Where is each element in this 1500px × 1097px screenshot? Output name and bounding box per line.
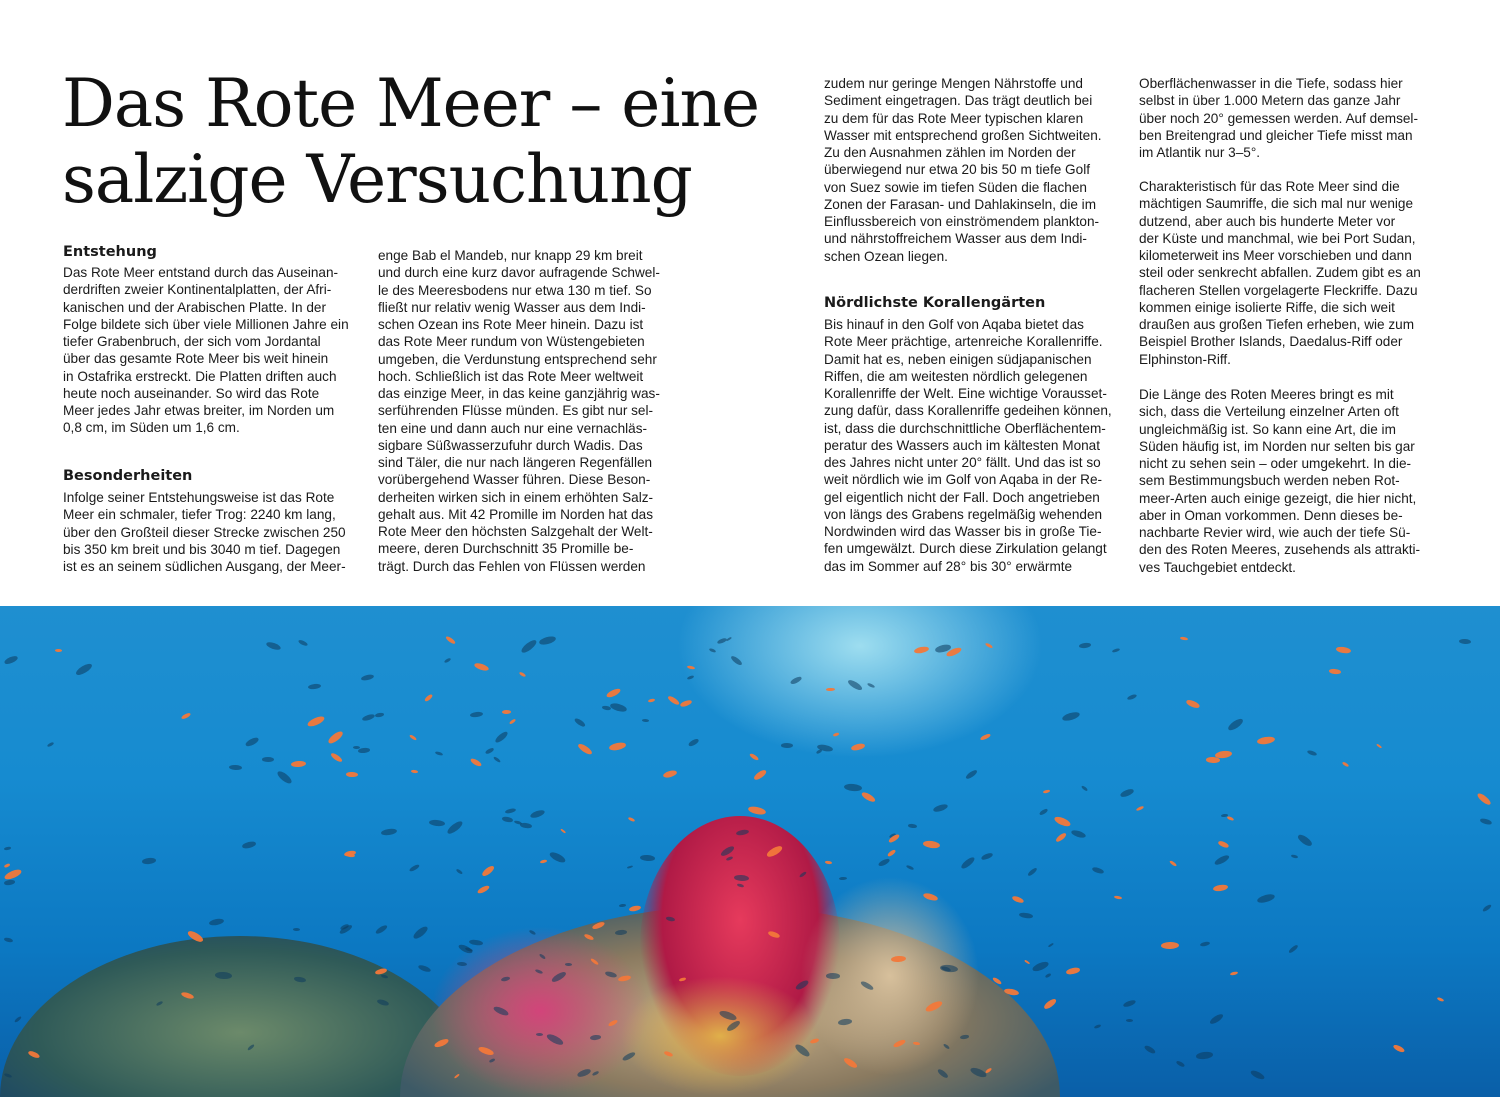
fish-icon bbox=[181, 712, 192, 720]
fish-icon bbox=[1226, 717, 1244, 732]
text-line: schen Ozean liegen. bbox=[824, 248, 948, 264]
fish-icon bbox=[4, 847, 11, 851]
fish-icon bbox=[418, 964, 432, 973]
fish-icon bbox=[1392, 1044, 1404, 1053]
fish-icon bbox=[229, 764, 242, 770]
fish-icon bbox=[1081, 785, 1089, 792]
fish-icon bbox=[1218, 840, 1230, 849]
fish-icon bbox=[1256, 735, 1274, 745]
fish-icon bbox=[326, 730, 343, 746]
fish-icon bbox=[470, 758, 483, 768]
fish-icon bbox=[825, 860, 832, 864]
fish-icon bbox=[1297, 833, 1314, 848]
heading-entstehung: Entstehung bbox=[63, 244, 157, 260]
fish-icon bbox=[445, 635, 456, 645]
fish-icon bbox=[663, 769, 679, 779]
fish-icon bbox=[860, 791, 876, 803]
text-line: des Jahres nicht unter 20° fällt. Und das ist so bbox=[824, 455, 1101, 470]
fish-icon bbox=[361, 674, 375, 682]
fish-icon bbox=[520, 638, 538, 654]
fish-icon bbox=[1094, 1024, 1101, 1029]
fish-icon bbox=[474, 661, 491, 672]
fish-icon bbox=[262, 757, 274, 762]
fish-icon bbox=[1288, 944, 1299, 954]
text-line: vorübergehend Wasser führen. Diese Beson- bbox=[378, 472, 651, 488]
fish-icon bbox=[411, 769, 418, 773]
fish-icon bbox=[577, 742, 593, 756]
fish-icon bbox=[608, 742, 626, 752]
fish-icon bbox=[1195, 1051, 1212, 1060]
text-line: Zonen der Farasan- und Dahlakinseln, die im bbox=[824, 196, 1097, 212]
text-line: nachbarte Revier wird, wie auch der tiefe Sü- bbox=[1139, 525, 1411, 540]
text-line: im Atlantik nur 3–5°. bbox=[1139, 145, 1261, 160]
fish-icon bbox=[1342, 762, 1350, 768]
text-line: Korallenriffe der Welt. Eine wichtige Vorausset- bbox=[824, 386, 1107, 401]
text-line: und durch eine kurz davor aufragende Schwel- bbox=[378, 265, 660, 281]
text-line: derdriften zweier Kontinentalplatten, der Afri- bbox=[63, 282, 332, 298]
fish-icon bbox=[509, 718, 517, 725]
paragraph-besonderheiten-cont2 bbox=[824, 75, 1124, 265]
text-line: Damit hat es, neben einigen südjapanischen bbox=[824, 351, 1092, 367]
fish-icon bbox=[435, 750, 443, 755]
fish-icon bbox=[1066, 967, 1081, 976]
fish-icon bbox=[293, 928, 300, 931]
text-line: ben Breitengrad und gleicher Tiefe misst man bbox=[1139, 127, 1413, 143]
text-line: sigbare Süßwasserzufuhr durch Wadis. Das bbox=[378, 437, 643, 453]
fish-icon bbox=[629, 905, 642, 912]
fish-icon bbox=[4, 863, 11, 868]
coral-reef-photo bbox=[0, 606, 1500, 1097]
fish-icon bbox=[826, 972, 840, 978]
fish-icon bbox=[424, 694, 433, 702]
fish-icon bbox=[4, 879, 16, 885]
fish-icon bbox=[1459, 639, 1471, 645]
text-line: fen umgewälzt. Durch diese Zirkulation gelangt bbox=[824, 541, 1107, 557]
text-line: bis 350 km breit und bis 3040 m tief. Dagegen bbox=[63, 541, 341, 557]
text-line: derheiten wirken sich in einem erhöhten Salz- bbox=[378, 489, 654, 505]
fish-icon bbox=[470, 711, 484, 718]
fish-icon bbox=[959, 856, 975, 871]
text-line: selbst in über 1.000 Metern das ganze Jahr bbox=[1139, 93, 1401, 109]
fish-icon bbox=[1027, 867, 1038, 877]
fish-icon bbox=[1200, 941, 1211, 947]
page-title bbox=[62, 66, 759, 218]
text-line: hoch. Schließlich ist das Rote Meer weltweit bbox=[378, 368, 644, 384]
heading-besonderheiten: Besonderheiten bbox=[63, 468, 193, 484]
fish-icon bbox=[730, 655, 743, 667]
fish-icon bbox=[680, 700, 693, 708]
fish-icon bbox=[619, 904, 627, 908]
fish-icon bbox=[908, 823, 917, 828]
fish-icon bbox=[529, 809, 545, 820]
fish-icon bbox=[1111, 648, 1119, 653]
fish-icon bbox=[1230, 971, 1238, 976]
fish-icon bbox=[362, 714, 376, 723]
fish-icon bbox=[245, 737, 260, 748]
paragraph-besonderheiten bbox=[63, 489, 363, 575]
fish-icon bbox=[923, 840, 941, 849]
fish-icon bbox=[501, 816, 513, 823]
text-line: das Rote Meer rundum von Wüstengebieten bbox=[378, 334, 645, 350]
fish-icon bbox=[1126, 1019, 1134, 1022]
text-line: Zu den Ausnahmen zählen im Norden der bbox=[824, 145, 1076, 160]
fish-icon bbox=[1054, 815, 1072, 828]
text-line: meere, deren Durchschnitt 35 Promille be- bbox=[378, 541, 634, 557]
fish-icon bbox=[242, 840, 257, 849]
fish-icon bbox=[1079, 642, 1091, 648]
text-line: von Suez sowie im tiefen Süden die flachen bbox=[824, 179, 1087, 195]
text-line: Süden häufig ist, im Norden nur selten bis gar bbox=[1139, 438, 1415, 454]
fish-icon bbox=[877, 857, 890, 867]
fish-icon bbox=[346, 772, 358, 777]
fish-icon bbox=[215, 971, 232, 979]
text-line: Sediment eingetragen. Das trägt deutlich bei bbox=[824, 93, 1093, 109]
fish-icon bbox=[647, 698, 655, 702]
text-line: Das Rote Meer entstand durch das Auseinan- bbox=[63, 265, 339, 280]
text-line: sind Täler, die nur nach längeren Regenfällen bbox=[378, 455, 653, 470]
text-line: ten eine und dann auch nur eine vernachläs- bbox=[378, 420, 648, 436]
fish-icon bbox=[1336, 646, 1351, 654]
fish-icon bbox=[504, 808, 515, 815]
fish-icon bbox=[749, 753, 760, 762]
text-line: das einzige Meer, in das keine ganzjährig was- bbox=[378, 386, 660, 401]
fish-icon bbox=[574, 717, 586, 727]
fish-icon bbox=[1213, 884, 1228, 892]
fish-icon bbox=[1043, 789, 1051, 793]
fish-icon bbox=[686, 665, 694, 670]
fish-icon bbox=[717, 638, 727, 645]
fish-icon bbox=[1215, 750, 1233, 759]
fish-icon bbox=[381, 828, 397, 836]
fish-icon bbox=[494, 730, 510, 745]
fish-icon bbox=[1019, 912, 1033, 919]
text-line: nicht zu sehen sein – oder umgekehrt. In die- bbox=[1139, 456, 1412, 471]
text-line: Die Länge des Roten Meeres bringt es mit bbox=[1139, 387, 1394, 402]
text-line: fließt nur relativ wenig Wasser aus dem Indi- bbox=[378, 299, 646, 315]
fish-icon bbox=[549, 851, 568, 865]
text-line: Einflussbereich von einströmendem plankton- bbox=[824, 214, 1100, 229]
fish-icon bbox=[477, 884, 491, 895]
paragraph-korallengaerten bbox=[824, 316, 1124, 575]
paragraph-besonderheiten-cont bbox=[378, 247, 678, 575]
fish-icon bbox=[47, 742, 55, 748]
fish-icon bbox=[1436, 997, 1444, 1002]
fish-icon bbox=[514, 820, 522, 825]
fish-icon bbox=[1042, 998, 1056, 1011]
fish-icon bbox=[538, 635, 556, 646]
fish-icon bbox=[444, 657, 451, 663]
fish-icon bbox=[886, 848, 896, 857]
fish-icon bbox=[1220, 813, 1227, 817]
text-line: das im Sommer auf 28° bis 30° erwärmte bbox=[824, 558, 1073, 574]
text-line: der Küste und manchmal, wie bei Port Sudan, bbox=[1139, 230, 1416, 246]
fish-icon bbox=[375, 712, 385, 717]
text-line: aber in Oman vorkommen. Denn dieses be- bbox=[1139, 507, 1403, 523]
fish-icon bbox=[358, 748, 370, 754]
text-line: serführenden Flüsse münden. Es gibt nur sel- bbox=[378, 403, 654, 419]
fish-icon bbox=[605, 687, 621, 699]
fish-icon bbox=[1024, 960, 1030, 965]
text-line: tiefer Grabenbruch, der sich vom Jordantal bbox=[63, 334, 321, 349]
text-line: und nährstoffreichem Wasser aus dem Indi- bbox=[824, 231, 1087, 247]
fish-icon bbox=[1092, 866, 1105, 875]
text-line: Meer ein schmaler, tiefer Trog: 2240 km lang, bbox=[63, 507, 336, 523]
fish-icon bbox=[752, 768, 767, 781]
fish-icon bbox=[1114, 895, 1122, 900]
fish-icon bbox=[519, 671, 527, 677]
fish-icon bbox=[709, 648, 717, 654]
text-line: Meer jedes Jahr etwas breiter, im Norden um bbox=[63, 403, 335, 418]
fish-icon bbox=[933, 802, 949, 813]
fish-icon bbox=[1061, 711, 1080, 723]
fish-icon bbox=[748, 805, 767, 816]
text-line: Elphinston-Riff. bbox=[1139, 351, 1231, 367]
fish-icon bbox=[985, 642, 993, 648]
text-line: Infolge seiner Entstehungsweise ist das Rote bbox=[63, 490, 335, 505]
fish-icon bbox=[1209, 1012, 1225, 1025]
fish-icon bbox=[1045, 972, 1052, 977]
text-line: ungleichmäßig ist. So kann eine Art, die im bbox=[1139, 421, 1396, 437]
text-line: umgeben, die Verdunstung entsprechend sehr bbox=[378, 351, 657, 367]
fish-icon bbox=[1227, 816, 1234, 821]
fish-icon bbox=[408, 864, 420, 873]
fish-icon bbox=[1176, 1060, 1186, 1068]
fish-icon bbox=[981, 852, 993, 861]
title-line: Das Rote Meer – eine bbox=[62, 65, 760, 142]
fish-icon bbox=[789, 676, 801, 685]
fish-icon bbox=[265, 641, 281, 651]
fish-icon bbox=[642, 719, 650, 722]
fish-icon bbox=[1291, 855, 1299, 860]
fish-icon bbox=[330, 751, 344, 763]
text-line: Rote Meer den höchsten Salzgehalt der Welt- bbox=[378, 524, 653, 539]
text-line: gehalt aus. Mit 42 Promille im Norden hat das bbox=[378, 506, 654, 522]
fish-icon bbox=[867, 683, 876, 690]
text-line: in Ostafrika erstreckt. Die Platten driften auch bbox=[63, 368, 337, 384]
fish-icon bbox=[1180, 637, 1188, 641]
fish-icon bbox=[14, 1016, 22, 1023]
fish-icon bbox=[1169, 860, 1178, 867]
text-line: draußen aus großen Tiefen erheben, wie zum bbox=[1139, 317, 1415, 332]
fish-icon bbox=[1031, 960, 1049, 973]
fish-icon bbox=[1126, 693, 1137, 701]
text-line: dutzend, aber auch bis hunderte Meter vor bbox=[1139, 213, 1396, 229]
fish-icon bbox=[4, 937, 14, 943]
fish-icon bbox=[375, 924, 389, 935]
fish-icon bbox=[55, 649, 62, 652]
coral-yellow bbox=[620, 976, 820, 1096]
text-line: Oberflächenwasser in die Tiefe, sodass hier bbox=[1139, 76, 1403, 91]
fish-icon bbox=[844, 783, 862, 792]
heading-korallengaerten: Nördlichste Korallengärten bbox=[824, 295, 1046, 311]
text-line: trägt. Durch das Fehlen von Flüssen werden bbox=[378, 558, 646, 574]
fish-icon bbox=[590, 1034, 602, 1040]
fish-icon bbox=[306, 714, 325, 728]
fish-icon bbox=[485, 747, 494, 754]
fish-icon bbox=[1122, 999, 1136, 1008]
fish-icon bbox=[456, 869, 463, 875]
text-line: heute noch auseinander. So wird das Rote bbox=[63, 385, 320, 401]
text-line: schen Ozean ins Rote Meer hinein. Dazu ist bbox=[378, 317, 644, 332]
fish-icon bbox=[686, 675, 694, 680]
fish-icon bbox=[626, 865, 633, 869]
fish-icon bbox=[1186, 699, 1201, 710]
text-line: zudem nur geringe Mengen Nährstoffe und bbox=[824, 76, 1083, 91]
fish-icon bbox=[628, 816, 636, 822]
fish-icon bbox=[1135, 805, 1143, 811]
fish-icon bbox=[1012, 895, 1025, 904]
fish-icon bbox=[492, 756, 500, 763]
fish-icon bbox=[1249, 1068, 1266, 1080]
fish-icon bbox=[1482, 904, 1493, 913]
fish-icon bbox=[1071, 829, 1087, 839]
text-line: Charakteristisch für das Rote Meer sind die bbox=[1139, 179, 1400, 194]
paragraph-entstehung bbox=[63, 264, 363, 437]
fish-icon bbox=[609, 702, 627, 713]
text-line: überwiegend nur etwa 20 bis 50 m tiefe Golf bbox=[824, 162, 1090, 178]
text-line: über noch 20° gemessen werden. Auf demsel- bbox=[1139, 110, 1418, 126]
fish-icon bbox=[781, 743, 793, 748]
text-line: Nordwinden wird das Wasser bis in große Tie- bbox=[824, 524, 1102, 539]
fish-icon bbox=[1307, 749, 1318, 756]
text-line: zu dem für das Rote Meer typischen klaren bbox=[824, 110, 1084, 126]
fish-icon bbox=[979, 733, 991, 742]
fish-icon bbox=[1476, 792, 1492, 807]
text-line: Riffen, die am weitesten nördlich gelegenen bbox=[824, 368, 1088, 384]
fish-icon bbox=[1480, 817, 1492, 825]
text-line: sich, dass die Verteilung einzelner Arten oft bbox=[1139, 404, 1399, 420]
fish-icon bbox=[687, 738, 699, 748]
fish-icon bbox=[666, 695, 680, 707]
text-line: über den Großteil dieser Strecke zwischen 250 bbox=[63, 524, 346, 540]
fish-icon bbox=[408, 734, 416, 741]
fish-icon bbox=[481, 864, 496, 877]
fish-icon bbox=[1214, 853, 1231, 866]
fish-icon bbox=[560, 828, 566, 834]
paragraph-saumriffe bbox=[1139, 178, 1439, 368]
text-line: kommen einige isolierte Riffe, die sich weit bbox=[1139, 299, 1395, 315]
text-line: ves Tauchgebiet entdeckt. bbox=[1139, 559, 1296, 575]
fish-icon bbox=[536, 1032, 544, 1035]
fish-icon bbox=[602, 705, 612, 710]
fish-icon bbox=[1055, 831, 1067, 842]
text-line: enge Bab el Mandeb, nur knapp 29 km breit bbox=[378, 248, 643, 263]
fish-icon bbox=[75, 662, 94, 677]
fish-icon bbox=[1376, 744, 1382, 749]
fish-icon bbox=[298, 639, 309, 647]
text-line: le des Meeresbodens nur etwa 130 m tief. So bbox=[378, 282, 652, 298]
fish-icon bbox=[914, 645, 930, 654]
fish-icon bbox=[412, 924, 430, 940]
text-line: ist es an seinem südlichen Ausgang, der Meer- bbox=[63, 559, 346, 574]
text-line: steil oder senkrecht abfallen. Zudem gibt es an bbox=[1139, 265, 1421, 281]
text-line: von längs des Grabens regelmäßig wehenden bbox=[824, 506, 1103, 522]
fish-icon bbox=[446, 820, 465, 837]
fish-icon bbox=[502, 710, 511, 714]
text-line: sem Bestimmungsbuch werden neben Rot- bbox=[1139, 473, 1400, 489]
text-line: Wasser mit entsprechend großen Sichtweiten. bbox=[824, 127, 1102, 143]
text-line: den des Roten Meeres, zusehends als attrakti- bbox=[1139, 542, 1421, 558]
fish-icon bbox=[847, 678, 864, 692]
fish-icon bbox=[308, 683, 322, 690]
text-line: ist, dass die durchschnittliche Oberflächentem- bbox=[824, 420, 1106, 436]
text-line: Folge bildete sich über viele Millionen Jahre ein bbox=[63, 316, 349, 332]
text-line: Beispiel Brother Islands, Daedalus-Riff oder bbox=[1139, 334, 1403, 350]
text-line: 0,8 cm, im Süden um 1,6 cm. bbox=[63, 420, 240, 436]
text-line: flacheren Stellen vorgelagerte Fleckriffe. Dazu bbox=[1139, 282, 1418, 298]
fish-icon bbox=[1048, 943, 1055, 948]
fish-icon bbox=[1329, 668, 1341, 674]
fish-icon bbox=[429, 819, 445, 827]
fish-icon bbox=[833, 732, 840, 736]
fish-icon bbox=[290, 760, 305, 767]
fish-icon bbox=[1039, 808, 1048, 816]
fish-icon bbox=[520, 822, 532, 828]
fish-icon bbox=[851, 742, 866, 751]
text-line: weit nördlich wie im Golf von Aqaba in der Re- bbox=[824, 472, 1103, 488]
text-line: kanischen und der Arabischen Platte. In der bbox=[63, 299, 326, 315]
fish-icon bbox=[1120, 788, 1135, 799]
fish-icon bbox=[839, 877, 847, 880]
paragraph-verteilung bbox=[1139, 386, 1439, 576]
fish-icon bbox=[540, 860, 547, 864]
fish-icon bbox=[906, 864, 914, 870]
fish-icon bbox=[1256, 892, 1275, 904]
title-line: salzige Versuchung bbox=[62, 141, 692, 218]
fish-icon bbox=[1161, 942, 1179, 950]
fish-icon bbox=[276, 770, 294, 786]
fish-icon bbox=[208, 918, 224, 927]
text-line: über das gesamte Rote Meer bis weit hinein bbox=[63, 351, 329, 367]
text-line: zung dafür, dass Korallenriffe gedeihen können, bbox=[824, 403, 1112, 419]
text-line: mächtigen Saumriffe, die sich mal nur wenige bbox=[1139, 196, 1414, 212]
fish-icon bbox=[826, 688, 835, 692]
text-line: kilometerweit ins Meer vorschieben und dann bbox=[1139, 248, 1412, 263]
fish-icon bbox=[141, 857, 156, 864]
text-line: meer-Arten auch einige gezeigt, die hier nicht, bbox=[1139, 490, 1417, 506]
fish-icon bbox=[3, 654, 18, 665]
fish-icon bbox=[1144, 1045, 1156, 1055]
fish-icon bbox=[639, 854, 654, 861]
text-line: Bis hinauf in den Golf von Aqaba bietet das bbox=[824, 317, 1084, 332]
text-line: peratur des Wassers auch im kältesten Monat bbox=[824, 437, 1101, 453]
text-line: gel eigentlich nicht der Fall. Doch angetrieben bbox=[824, 489, 1100, 505]
paragraph-korallengaerten-cont bbox=[1139, 75, 1439, 161]
fish-icon bbox=[965, 769, 978, 781]
text-line: Rote Meer prächtige, artenreiche Korallenriffe. bbox=[824, 334, 1103, 350]
